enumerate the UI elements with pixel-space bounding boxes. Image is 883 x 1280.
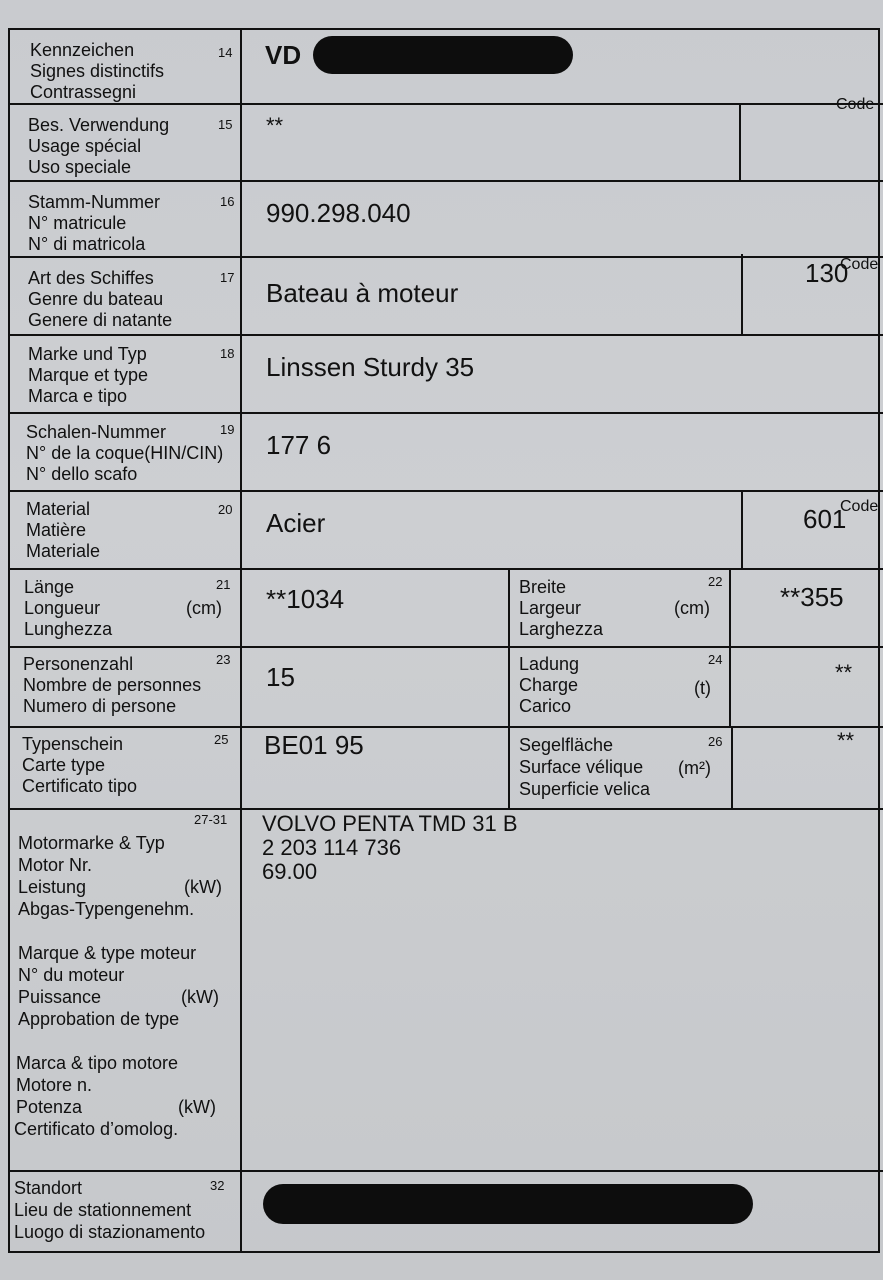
unit-label: (kW): [184, 877, 222, 897]
field-value: BE01 95: [264, 730, 364, 760]
column-divider: [508, 570, 510, 648]
label-de: Typenschein: [22, 734, 124, 754]
label-it: Luogo di stazionamento: [14, 1222, 206, 1242]
field-value: Linssen Sturdy 35: [266, 352, 475, 382]
label-it: Certificato tipo: [22, 776, 138, 796]
field-number: 14: [218, 45, 233, 60]
label-fr: Carte type: [22, 755, 106, 775]
engine-label-it-2: Motore n.: [16, 1075, 93, 1095]
label-de: Schalen-Nummer: [26, 422, 167, 442]
unit-label: (kW): [181, 987, 219, 1007]
engine-value-1: VOLVO PENTA TMD 31 B: [262, 811, 518, 836]
engine-label-it-3: Potenza: [16, 1097, 83, 1117]
engine-label-fr-4: Approbation de type: [18, 1009, 180, 1029]
column-divider: [729, 570, 731, 648]
field-value: 990.298.040: [266, 198, 411, 228]
field-value: **1034: [266, 584, 345, 614]
engine-label-de-3: Leistung: [18, 877, 87, 897]
row-14: [8, 28, 883, 105]
label-it: N° dello scafo: [26, 464, 138, 484]
engine-label-de-1: Motormarke & Typ: [18, 833, 165, 853]
column-divider: [508, 728, 510, 810]
row-20: [8, 492, 883, 570]
row-15: [8, 96, 883, 182]
field-value: 177 6: [266, 430, 332, 460]
label-de: Kennzeichen: [30, 40, 135, 60]
field-value: VD: [265, 40, 302, 70]
unit-label: (m²): [678, 758, 711, 778]
engine-label-de-2: Motor Nr.: [18, 855, 93, 875]
field-number: 16: [220, 194, 235, 209]
field-value: **355: [780, 582, 844, 612]
field-number: 32: [210, 1178, 225, 1193]
label-fr: Lieu de stationnement: [14, 1200, 192, 1220]
engine-label-it-4: Certificato d’omolog.: [14, 1119, 179, 1139]
engine-label-de-4: Abgas-Typengenehm.: [18, 899, 195, 919]
field-number: 25: [214, 732, 229, 747]
label-it: Superficie velica: [519, 779, 651, 799]
label-de: Länge: [24, 577, 75, 597]
field-number: 27-31: [194, 812, 228, 827]
engine-label-fr-3: Puissance: [18, 987, 102, 1007]
label-de: Standort: [14, 1178, 83, 1198]
field-number: 21: [216, 577, 231, 592]
label-fr: N° matricule: [28, 213, 127, 233]
label-it: Genere di natante: [28, 310, 173, 330]
label-de: Stamm-Nummer: [28, 192, 161, 212]
label-fr: Charge: [519, 675, 579, 695]
label-it: Marca e tipo: [28, 386, 128, 406]
label-it: Lunghezza: [24, 619, 113, 639]
label-fr: Genre du bateau: [28, 289, 164, 309]
engine-label-fr-1: Marque & type moteur: [18, 943, 197, 963]
field-number: 22: [708, 574, 723, 589]
label-fr: N° de la coque(HIN/CIN): [26, 443, 224, 463]
label-fr: Nombre de personnes: [23, 675, 202, 695]
label-it: Carico: [519, 696, 572, 716]
label-it: Larghezza: [519, 619, 604, 639]
field-value: 15: [266, 662, 295, 692]
label-fr: Signes distinctifs: [30, 61, 165, 81]
redaction-bar: [263, 1184, 753, 1224]
row-27-31-engine: [8, 810, 883, 1172]
field-value: **: [835, 660, 853, 685]
field-value: Bateau à moteur: [266, 278, 459, 308]
row-21-22: [8, 570, 883, 648]
unit-label: (t): [694, 678, 711, 698]
label-de: Marke und Typ: [28, 344, 147, 364]
column-divider: [729, 648, 731, 728]
field-number: 17: [220, 270, 235, 285]
label-it: Uso speciale: [28, 157, 132, 177]
unit-label: (cm): [674, 598, 710, 618]
field-number: 15: [218, 117, 233, 132]
label-de: Art des Schiffes: [28, 268, 154, 288]
label-de: Segelfläche: [519, 735, 614, 755]
label-de: Ladung: [519, 654, 580, 674]
field-number: 19: [220, 422, 235, 437]
code-label: Code: [836, 96, 875, 113]
code-value: 601: [803, 504, 847, 534]
field-number: 26: [708, 734, 723, 749]
label-de: Material: [26, 499, 91, 519]
field-value: Acier: [266, 508, 326, 538]
row-23-24: [8, 648, 883, 728]
label-fr: Largeur: [519, 598, 582, 618]
label-it: Contrassegni: [30, 82, 137, 102]
field-value: **: [266, 113, 284, 138]
code-box: [739, 105, 883, 182]
row-32: [8, 1172, 883, 1252]
field-value: **: [837, 728, 855, 753]
label-it: Numero di persone: [23, 696, 177, 716]
unit-label: (kW): [178, 1097, 216, 1117]
row-17: [8, 258, 883, 336]
label-fr: Usage spécial: [28, 136, 142, 156]
label-fr: Matière: [26, 520, 87, 540]
code-label: Code: [840, 256, 879, 273]
engine-value-3: 69.00: [262, 859, 318, 884]
unit-label: (cm): [186, 598, 222, 618]
label-de: Personenzahl: [23, 654, 134, 674]
label-fr: Surface vélique: [519, 757, 644, 777]
redaction-bar: [313, 36, 573, 74]
engine-label-it-1: Marca & tipo motore: [16, 1053, 179, 1073]
row-16: [8, 182, 883, 258]
column-divider: [508, 648, 510, 728]
label-fr: Marque et type: [28, 365, 149, 385]
field-number: 20: [218, 502, 233, 517]
field-number: 18: [220, 346, 235, 361]
row-19: [8, 414, 883, 492]
label-de: Breite: [519, 577, 567, 597]
field-number: 23: [216, 652, 231, 667]
label-de: Bes. Verwendung: [28, 115, 170, 135]
field-number: 24: [708, 652, 723, 667]
engine-label-fr-2: N° du moteur: [18, 965, 125, 985]
row-25-26: [8, 728, 883, 810]
code-value: 130: [805, 258, 849, 288]
label-fr: Longueur: [24, 598, 101, 618]
row-18: [8, 336, 883, 414]
column-divider: [731, 728, 733, 810]
code-label: Code: [840, 498, 879, 515]
engine-value-2: 2 203 114 736: [262, 835, 402, 860]
label-it: Materiale: [26, 541, 101, 561]
label-it: N° di matricola: [28, 234, 146, 254]
